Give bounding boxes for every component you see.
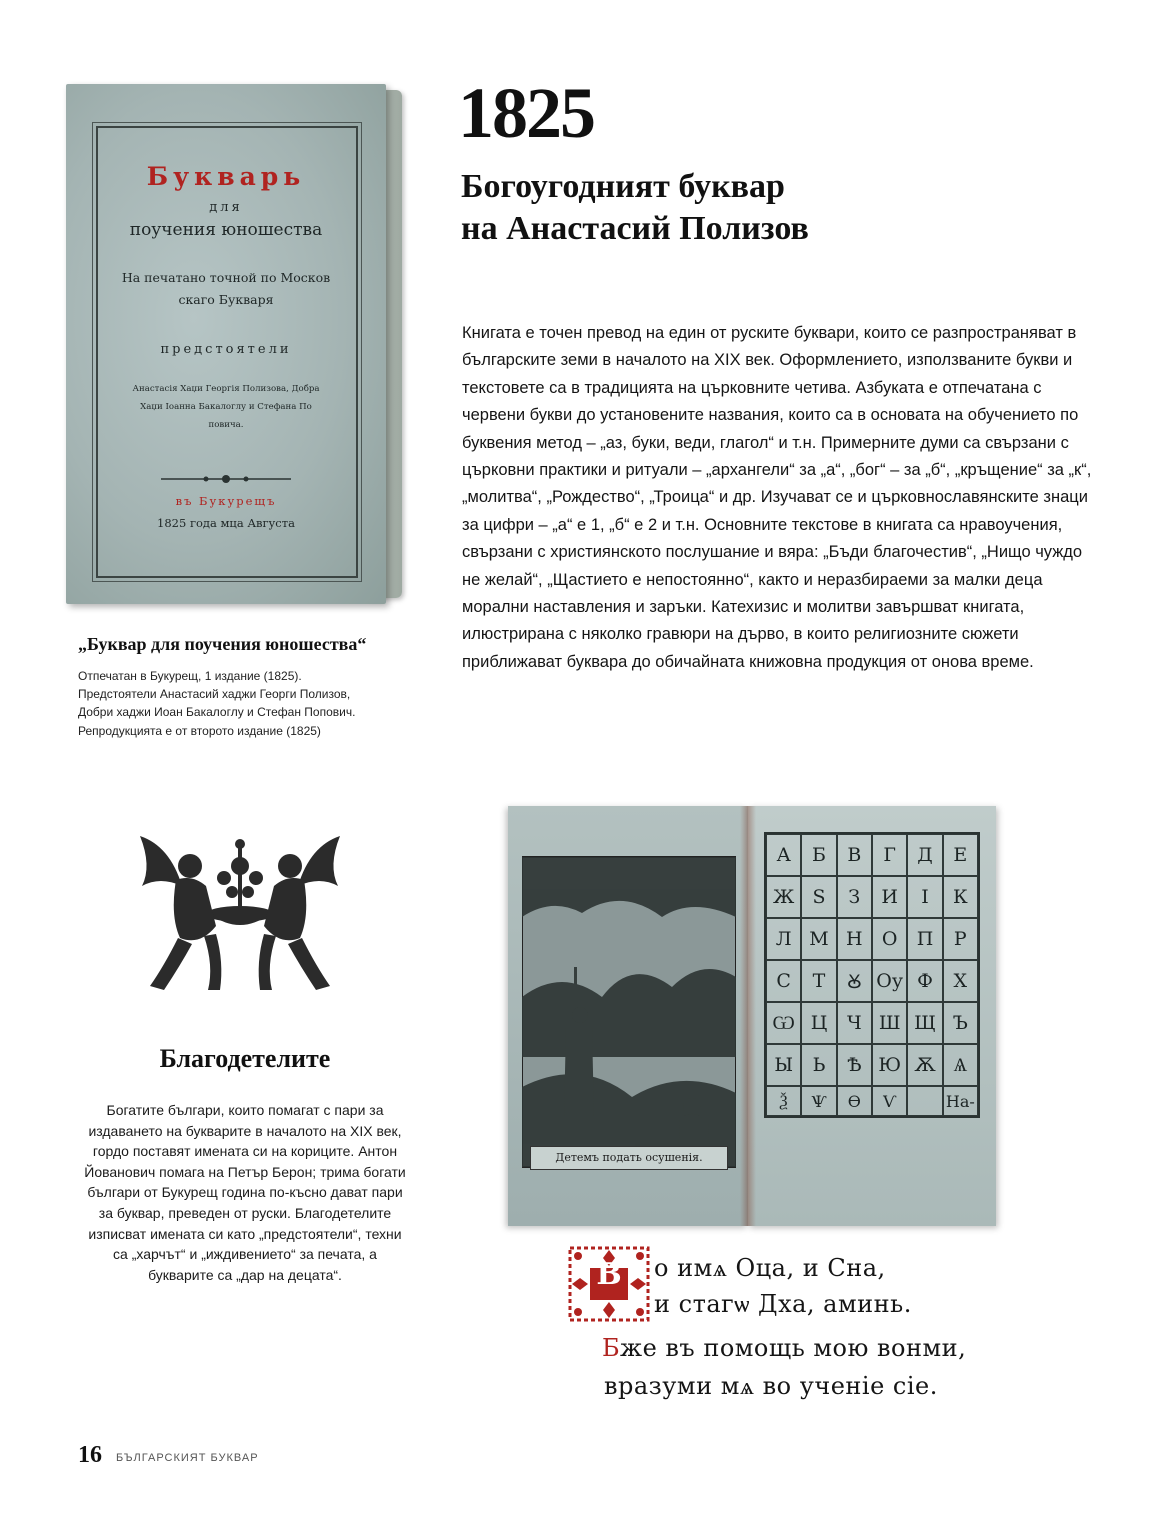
alphabet-cell xyxy=(907,1086,942,1116)
alphabet-cell: Ь xyxy=(801,1044,836,1086)
alphabet-cell: С xyxy=(766,960,801,1002)
running-head: БЪЛГАРСКИЯТ БУКВАР xyxy=(116,1452,259,1464)
alphabet-cell: Ѯ xyxy=(766,1086,801,1116)
cover-line: Хаџи Іоанна Бакалоглу и Стефана По xyxy=(140,402,312,412)
year-heading: 1825 xyxy=(458,73,594,153)
section-title: Благодетелите xyxy=(159,1044,331,1073)
cover-date: 1825 года мца Августа xyxy=(157,516,295,530)
title-line: на Анастасий Полизов xyxy=(461,210,809,247)
cover-line: предстоятели xyxy=(160,342,292,357)
alphabet-cell: Ѕ xyxy=(801,876,836,918)
cover-caption-text: Отпечатан в Букурещ, 1 издание (1825). Предстоятели Анастасий хаджи Георги Полизов, Добри хаджи Иоан Бакалоглу и Стефан Попович. Репродукцията е от второто издание (1825) xyxy=(78,669,356,738)
cover-line: скаго Букваря xyxy=(178,292,274,307)
cover-line: На печатано точной по Москов xyxy=(121,270,331,285)
alphabet-cell: Ѡ xyxy=(766,1002,801,1044)
alphabet-cell: Ф xyxy=(907,960,942,1002)
slavonic-line: и стагѡ Дха, аминь. xyxy=(654,1290,912,1318)
alphabet-cell: Д xyxy=(907,834,942,876)
cover-title: Букварь xyxy=(146,162,306,191)
alphabet-cell: І xyxy=(907,876,942,918)
book-cover-image xyxy=(66,84,406,604)
cover-imprint: въ Букурещъ xyxy=(175,494,277,508)
angels-woodcut-image xyxy=(120,826,360,996)
alphabet-cell: Щ xyxy=(907,1002,942,1044)
alphabet-cell: М xyxy=(801,918,836,960)
alphabet-cell: Ж xyxy=(766,876,801,918)
alphabet-cell: Ш xyxy=(872,1002,907,1044)
initial-letter: В xyxy=(596,1257,622,1292)
book-spine xyxy=(740,806,756,1226)
alphabet-cell: Ѱ xyxy=(801,1086,836,1116)
alphabet-cell: Ѵ xyxy=(872,1086,907,1116)
cover-ornament xyxy=(161,472,291,486)
alphabet-cell: Х xyxy=(943,960,978,1002)
cover-line: поучения юношества xyxy=(129,220,323,240)
alphabet-cell: Ы xyxy=(766,1044,801,1086)
cover-line: повича. xyxy=(208,420,244,430)
alphabet-cell: Оу xyxy=(872,960,907,1002)
left-page xyxy=(508,806,748,1226)
alphabet-cell: Ч xyxy=(837,1002,872,1044)
alphabet-cell: И xyxy=(872,876,907,918)
alphabet-cell: Е xyxy=(943,834,978,876)
alphabet-cell: Ѧ xyxy=(943,1044,978,1086)
page-title xyxy=(461,166,809,250)
alphabet-cell: Ю xyxy=(872,1044,907,1086)
cover-caption-title: „Буквар для поучения юношества“ xyxy=(78,634,367,654)
alphabet-cell: П xyxy=(907,918,942,960)
page-number: 16 xyxy=(78,1442,102,1468)
alphabet-cell: Ѣ xyxy=(837,1044,872,1086)
slavonic-line: вразуми мѧ во ученіе сіе. xyxy=(604,1372,938,1400)
alphabet-cell: Т xyxy=(801,960,836,1002)
alphabet-cell: З xyxy=(837,876,872,918)
open-book-image xyxy=(508,806,996,1226)
cover-line: для xyxy=(209,200,243,215)
title-line: Богоугодният буквар xyxy=(461,168,785,205)
alphabet-cell: Л xyxy=(766,918,801,960)
alphabet-cell: Ѫ xyxy=(907,1044,942,1086)
alphabet-cell: К xyxy=(943,876,978,918)
slavonic-line: же въ помощь мою вонми, xyxy=(620,1334,967,1362)
alphabet-table xyxy=(764,832,980,1118)
slavonic-line: о имѧ Оца, и Сна, xyxy=(654,1254,886,1282)
alphabet-cell: А xyxy=(766,834,801,876)
slavonic-red-initial: Б xyxy=(602,1334,621,1362)
alphabet-cell: Б xyxy=(801,834,836,876)
alphabet-cell: О xyxy=(872,918,907,960)
alphabet-cell: Р xyxy=(943,918,978,960)
alphabet-cell: Ѳ xyxy=(837,1086,872,1116)
alphabet-cell: Ц xyxy=(801,1002,836,1044)
alphabet-cell: Г xyxy=(872,834,907,876)
alphabet-cell: Н xyxy=(837,918,872,960)
alphabet-cell: В xyxy=(837,834,872,876)
section-text: Богатите българи, които помагат с пари за издаването на букварите в началото на XIX век, гордо поставят имената си на кориците. Антон Йованович помага на Петър Берон; трима богати българи от Букурещ година по-късно дават пари за буквар, преведен от руски. Благодетелите изписват имената си като „предстоятели“, техни са „харчът“ и „иждивението“ за печата, а букварите са „дар на децата“. xyxy=(84,1102,406,1283)
article-paragraph: Книгата е точен превод на един от руските буквари, които се разпространяват в българските земи в началото на XIX век. Оформлението, използваните букви и текстовете са в традицията на църковните четива. Азбуката е отпечатана с червени букви до установените названия, които са в основата на обучението по буквения метод – „аз, буки, веди, глагол“ и т.н. Примерните думи са свързани с църковни практики и ритуали – „архангели“ за „а“, „бог“ – за „б“, „кръщение“ за „к“, „молитва“, „Рождество“, „Троица“ и др. Изучават се и църковнославянските знаци за цифри – „а“ е 1, „б“ е 2 и т.н. Основните текстове в книгата са нравоучения, свързани с християнското послушание и вяра: „Бъди благочестив“, „Нищо чуждо не желай“, „Щастието е непостоянно“, както и неразбираеми за малки деца морални наставления и заръки. Катехизис и молитви завършват книгата, илюстрирана с няколко гравюри на дърво, в които религиозните сюжети приближават буквара до обичайната книжовна продукция от онова време. xyxy=(462,324,1092,671)
alphabet-cell: На- xyxy=(943,1086,978,1116)
woodcut-illustration xyxy=(522,832,736,1192)
main-article-text xyxy=(462,320,1092,676)
woodcut-caption: Детемъ подать осушенія. xyxy=(530,1146,728,1170)
cover-line: Анастасія Хаџи Георгія Полизова, Добра xyxy=(132,384,320,394)
alphabet-cell: Ꙋ xyxy=(837,960,872,1002)
alphabet-cell: Ъ xyxy=(943,1002,978,1044)
cover-face xyxy=(66,84,386,604)
